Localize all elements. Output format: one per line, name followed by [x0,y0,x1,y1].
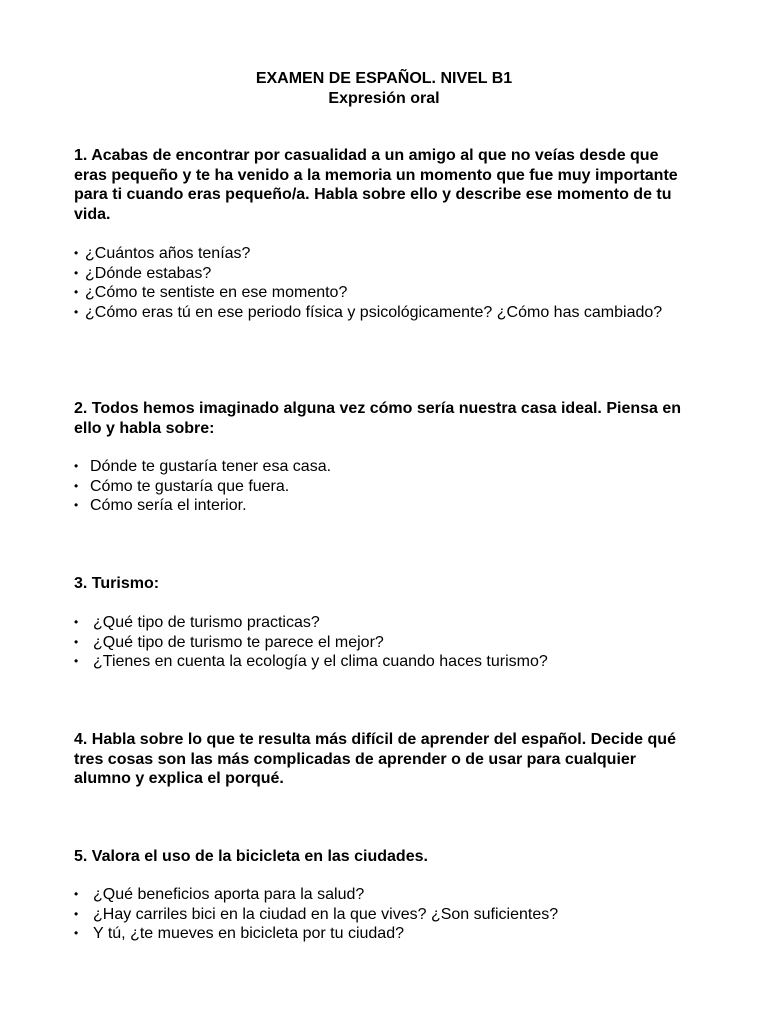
question-1-bullet: • ¿Cuántos años tenías? [74,244,694,264]
question-2: 2. Todos hemos imaginado alguna vez cómo sería nuestra casa ideal. Piensa en ello y habla sobre: [74,400,682,437]
question-5-bullet: • Y tú, ¿te mueves en bicicleta por tu ciudad? [74,924,694,944]
question-5-bullets [74,885,694,944]
question-1-bullet: • ¿Cómo eras tú en ese periodo física y psicológicamente? ¿Cómo has cambiado? [74,303,694,323]
question-5-bullet: • ¿Hay carriles bici en la ciudad en la que vives? ¿Son suficientes? [74,905,694,925]
question-5-bullet: • ¿Qué beneficios aporta para la salud? [74,885,694,905]
question-2-bullets [74,457,694,516]
exam-title: EXAMEN DE ESPAÑOL. NIVEL B1 [255,70,513,87]
question-1-bullet: • ¿Dónde estabas? [74,264,694,284]
question-3-bullet: • ¿Qué tipo de turismo te parece el mejor? [74,633,694,653]
question-2-bullet: • Cómo sería el interior. [74,496,694,516]
question-3-bullet: • ¿Qué tipo de turismo practicas? [74,613,694,633]
exam-subtitle: Expresión oral [328,89,440,107]
question-5: 5. Valora el uso de la bicicleta en las ciudades. [74,848,428,865]
question-1-bullet: • ¿Cómo te sentiste en ese momento? [74,283,694,303]
question-3-bullet: • ¿Tienes en cuenta la ecología y el clima cuando haces turismo? [74,652,694,672]
question-4: 4. Habla sobre lo que te resulta más difícil de aprender del español. Decide qué tres cosas son las más complicadas de aprender o de usar para cualquier alumno y explica el porqué. [74,731,676,787]
question-1: 1. Acabas de encontrar por casualidad a un amigo al que no veías desde que eras pequeño y te ha venido a la memoria un momento que fue muy importante para ti cuando eras pequeño/a. Habla sobre ello y describe ese momento de tu vida. [74,147,678,223]
question-3: 3. Turismo: [74,575,160,592]
question-2-bullet: • Cómo te gustaría que fuera. [74,477,694,497]
question-1-bullets [74,244,694,322]
question-3-bullets [74,613,694,672]
question-2-bullet: • Dónde te gustaría tener esa casa. [74,457,694,477]
exam-header [0,69,768,108]
